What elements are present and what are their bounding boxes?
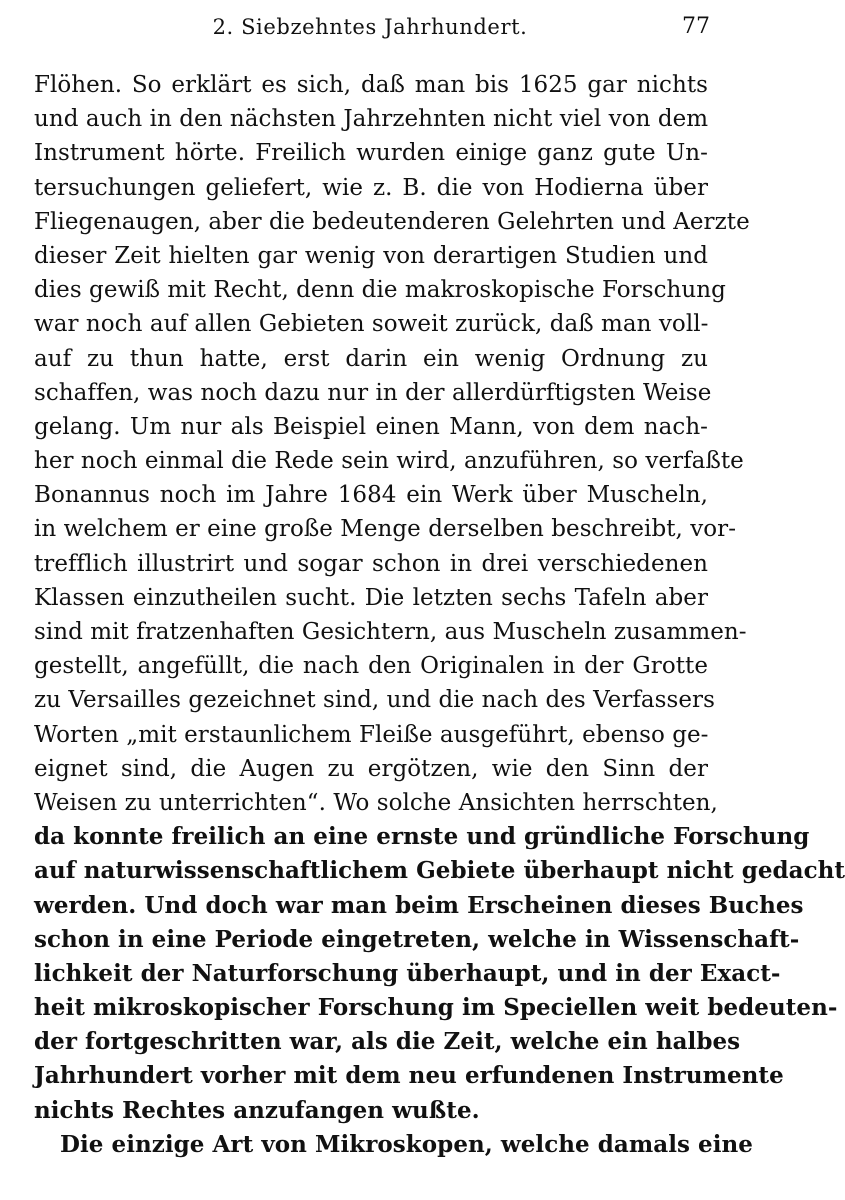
- text-line-31: nichts Rechtes anzufangen wußte.: [34, 1096, 480, 1124]
- text-line-32: Die einzige Art von Mikroskopen, welche damals eine: [60, 1130, 753, 1158]
- text-line-3: Instrument hörte. Freilich wurden einige ganz gute Un-: [34, 140, 708, 167]
- text-line-5: Fliegenaugen, aber die bedeutenderen Gelehrten und Aerzte: [34, 208, 750, 235]
- running-title: 2. Siebzehntes Jahrhundert.: [212, 15, 528, 39]
- text-line-25: werden. Und doch war man beim Erscheinen dieses Buches: [34, 891, 804, 919]
- text-line-18: gestellt, angefüllt, die nach den Originalen in der Grotte: [34, 653, 708, 680]
- text-line-23: da konnte freilich an eine ernste und gründliche Forschung: [34, 823, 810, 851]
- text-line-1: Flöhen. So erklärt es sich, daß man bis 1625 gar nichts: [34, 72, 708, 98]
- text-line-8: war noch auf allen Gebieten soweit zurück, daß man voll-: [34, 311, 709, 338]
- text-line-16: Klassen einzutheilen sucht. Die letzten sechs Tafeln aber: [34, 584, 708, 611]
- text-line-27: lichkeit der Naturforschung überhaupt, und in der Exact-: [34, 959, 781, 987]
- text-line-28: heit mikroskopischer Forschung im Speciellen weit bedeuten-: [34, 994, 838, 1022]
- text-line-6: dieser Zeit hielten gar wenig von derartigen Studien und: [34, 242, 708, 269]
- text-line-26: schon in eine Periode eingetreten, welche in Wissenschaft-: [34, 925, 800, 953]
- text-line-21: eignet sind, die Augen zu ergötzen, wie den Sinn der: [34, 755, 708, 782]
- text-line-20: Worten „mit erstaunlichem Fleiße ausgeführt, ebenso ge-: [34, 721, 709, 748]
- text-line-30: Jahrhundert vorher mit dem neu erfundenen Instrumente: [34, 1062, 784, 1090]
- text-line-14: in welchem er eine große Menge derselben beschreibt, vor-: [34, 516, 737, 543]
- text-line-11: gelang. Um nur als Beispiel einen Mann, von dem nach-: [34, 413, 708, 440]
- text-line-13: Bonannus noch im Jahre 1684 ein Werk über Muscheln,: [34, 482, 708, 509]
- text-line-2: und auch in den nächsten Jahrzehnten nicht viel von dem: [34, 106, 709, 133]
- text-line-19: zu Versailles gezeichnet sind, und die nach des Verfassers: [34, 687, 715, 714]
- text-line-15: trefflich illustrirt und sogar schon in drei verschiedenen: [34, 550, 708, 577]
- text-line-24: auf naturwissenschaftlichem Gebiete überhaupt nicht gedacht: [34, 857, 845, 885]
- text-line-29: der fortgeschritten war, als die Zeit, welche ein halbes: [34, 1028, 741, 1056]
- text-line-4: tersuchungen geliefert, wie z. B. die von Hodierna über: [34, 174, 708, 201]
- body-text: [34, 68, 845, 1162]
- text-line-7: dies gewiß mit Recht, denn die makroskopische Forschung: [34, 277, 726, 304]
- text-line-17: sind mit fratzenhaften Gesichtern, aus Muscheln zusammen-: [34, 619, 747, 645]
- text-line-10: schaffen, was noch dazu nur in der allerdürftigsten Weise: [34, 379, 712, 406]
- text-line-9: auf zu thun hatte, erst darin ein wenig Ordnung zu: [34, 345, 708, 372]
- running-head: [30, 10, 710, 44]
- text-line-22: Weisen zu unterrichten“. Wo solche Ansichten herrschten,: [34, 789, 718, 816]
- text-line-12: her noch einmal die Rede sein wird, anzuführen, so verfaßte: [34, 448, 744, 475]
- page-number: 77: [682, 14, 710, 39]
